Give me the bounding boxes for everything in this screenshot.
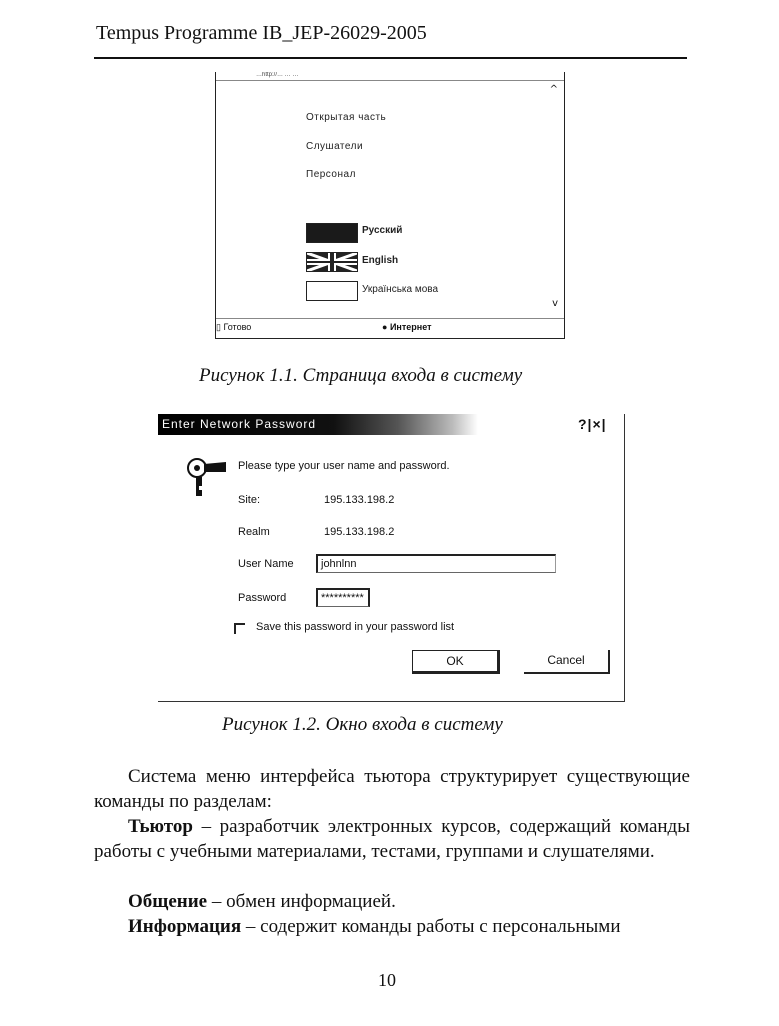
term-communication: Общение [128,891,208,912]
page-icon: ▯ [216,322,221,332]
page-number: 10 [378,970,396,990]
dialog-titlebar[interactable] [158,414,478,435]
toolbar-divider [216,80,564,81]
definition-communication [94,889,690,914]
site-value: 195.133.198.2 [324,494,395,506]
cancel-button[interactable]: Cancel [524,650,610,674]
username-input[interactable]: johnlnn [316,554,556,573]
dialog-right-border [624,414,625,702]
scroll-up-icon[interactable]: ^ [549,84,558,95]
language-ukrainian[interactable]: Українська мова [362,284,439,295]
status-zone [382,322,432,332]
flag-russian-icon[interactable] [306,223,358,243]
dialog-controls[interactable]: ?|×| [578,416,607,432]
key-icon [182,456,228,498]
definition-communication-text: – обмен информацией. [207,891,396,912]
flag-english-icon[interactable] [306,252,358,272]
status-ready-text: Готово [223,322,252,332]
figure1-caption: Рисунок 1.1. Страница входа в систему [199,365,523,386]
intro-paragraph: Система меню интерфейса тьютора структурирует существующие команды по разделам: [94,766,690,812]
definition-tutor [94,814,690,864]
menu-link-students[interactable]: Слушатели [306,141,364,152]
site-label: Site: [238,494,261,506]
dialog-bottom-border [158,701,625,702]
save-password-checkbox[interactable] [234,623,245,634]
status-zone-text: Интернет [389,322,432,332]
term-tutor: Тьютор [128,816,193,837]
dialog-title: Enter Network Password [162,417,317,431]
menu-link-staff[interactable]: Персонал [306,169,356,180]
figure-password-dialog [158,414,626,702]
figure-login-page [215,72,565,339]
header-rule [94,57,687,59]
definition-information-text: – содержит команды работы с персональными [241,916,621,937]
realm-label: Realm [238,526,270,538]
globe-icon: ● [382,322,388,332]
username-label: User Name [238,558,294,570]
status-ready [216,322,251,333]
realm-value: 195.133.198.2 [324,526,395,538]
password-label: Password [238,592,287,604]
language-russian[interactable]: Русский [362,225,403,236]
running-header: Tempus Programme IB_JEP-26029-2005 [96,22,427,44]
browser-toolbar-fragment: …http://… … … [256,72,299,78]
term-information: Информация [128,916,242,937]
save-password-label[interactable]: Save this password in your password list [256,621,455,633]
definition-tutor-text: – разработчик электронных курсов, содержащий команды работы с учебными материалами, тестами, группами и слушателями. [94,816,690,862]
scroll-down-icon[interactable]: v [552,298,558,309]
language-english[interactable]: English [362,255,399,266]
password-input[interactable]: ********** [316,588,370,607]
dialog-prompt: Please type your user name and password. [238,460,450,472]
definition-information [94,914,690,939]
figure2-caption: Рисунок 1.2. Окно входа в систему [222,714,503,735]
statusbar-divider [216,318,564,319]
ok-button[interactable]: OK [412,650,500,674]
menu-link-public[interactable]: Открытая часть [306,112,387,123]
flag-ukrainian-icon[interactable] [306,281,358,301]
